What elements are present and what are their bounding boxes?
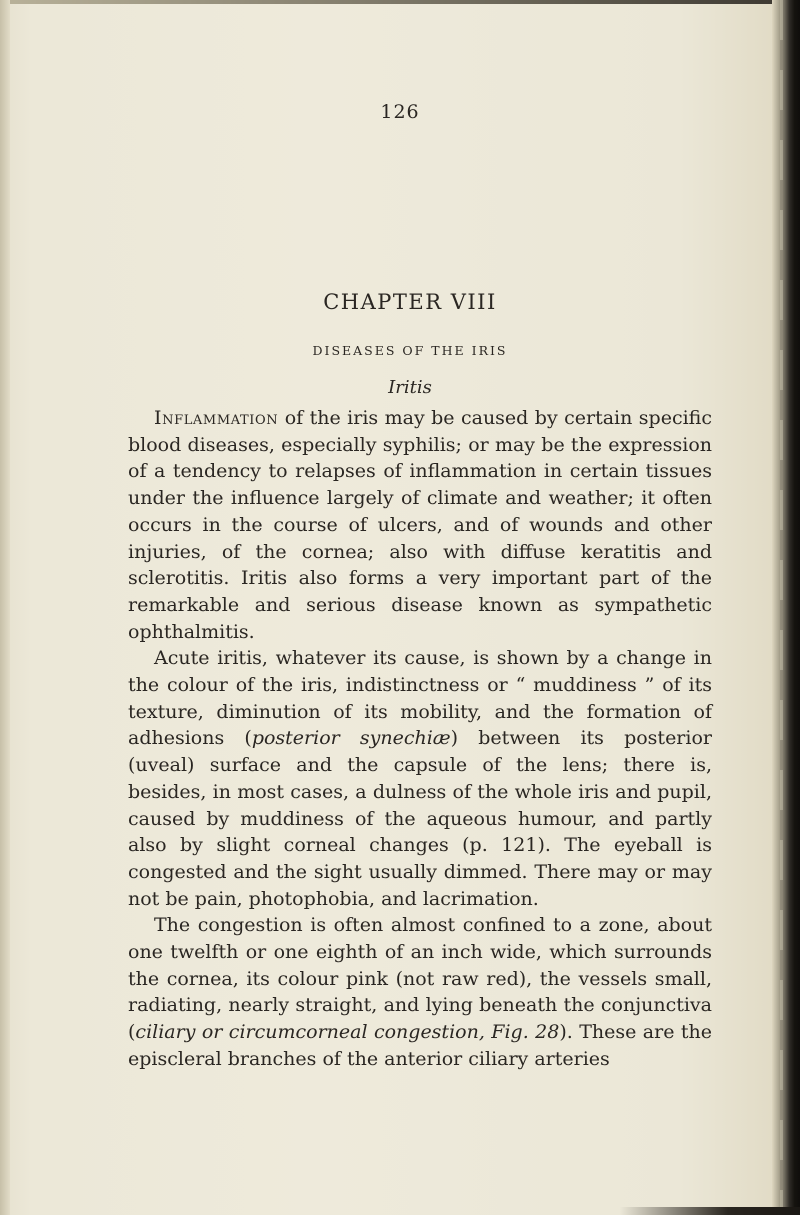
paragraph-1-text: of the iris may be caused by certain specific blood diseases, especially syphilis; or may be the expression of a tendency to relapses of inflammation in certain tissues under the influence largely of climate and weather; it often occurs in the course of ulcers, and of wounds and other injuries, of the cornea; also with diffuse keratitis and sclerotitis. Iritis also forms a very important part of the remarkable and serious disease known as sympathetic ophthalmitis.: [128, 407, 712, 643]
paragraph-3-text-b: ). These are the episcleral branches of the anterior ciliary arteries: [128, 1021, 712, 1070]
body-text: [128, 405, 712, 1073]
paragraph-2-italic: posterior synechiæ: [251, 727, 451, 750]
paragraph-3-italic: ciliary or circumcorneal congestion, Fig. 28: [135, 1021, 560, 1044]
page-number: 126: [380, 101, 420, 123]
page-bottom-edge: [620, 1207, 800, 1215]
page-fore-edge: [772, 0, 800, 1215]
page-spine-shadow: [0, 0, 10, 1215]
section-title: Iritis: [388, 377, 432, 398]
paragraph-1: [128, 405, 712, 645]
page-top-edge: [0, 0, 800, 4]
paragraph-2: [128, 645, 712, 912]
paragraph-3-text-a: The congestion is often almost confined to a zone, about one twelfth or one eighth of an inch wide, which surrounds the cornea, its colour pink (not raw red), the vessels small, radiating, nearly straight, and lying beneath the conjunctiva (: [128, 914, 712, 1044]
paragraph-3: [128, 912, 712, 1072]
paragraph-2-text-b: ) between its posterior (uveal) surface and the capsule of the lens; there is, besides, in most cases, a dulness of the whole iris and pupil, caused by muddiness of the aqueous humour, and partly also by slight corneal changes (p. 121). The eyeball is congested and the sight usually dimmed. There may or may not be pain, photophobia, and lacrimation.: [128, 727, 712, 910]
paragraph-1-lead: Inflammation: [154, 407, 279, 429]
chapter-title: CHAPTER VIII: [323, 290, 497, 314]
paragraph-2-text-a: Acute iritis, whatever its cause, is shown by a change in the colour of the iris, indistinctness or “ muddiness ” of its texture, diminution of its mobility, and the formation of adhesions (: [128, 647, 712, 750]
chapter-subtitle: DISEASES OF THE IRIS: [312, 343, 508, 358]
